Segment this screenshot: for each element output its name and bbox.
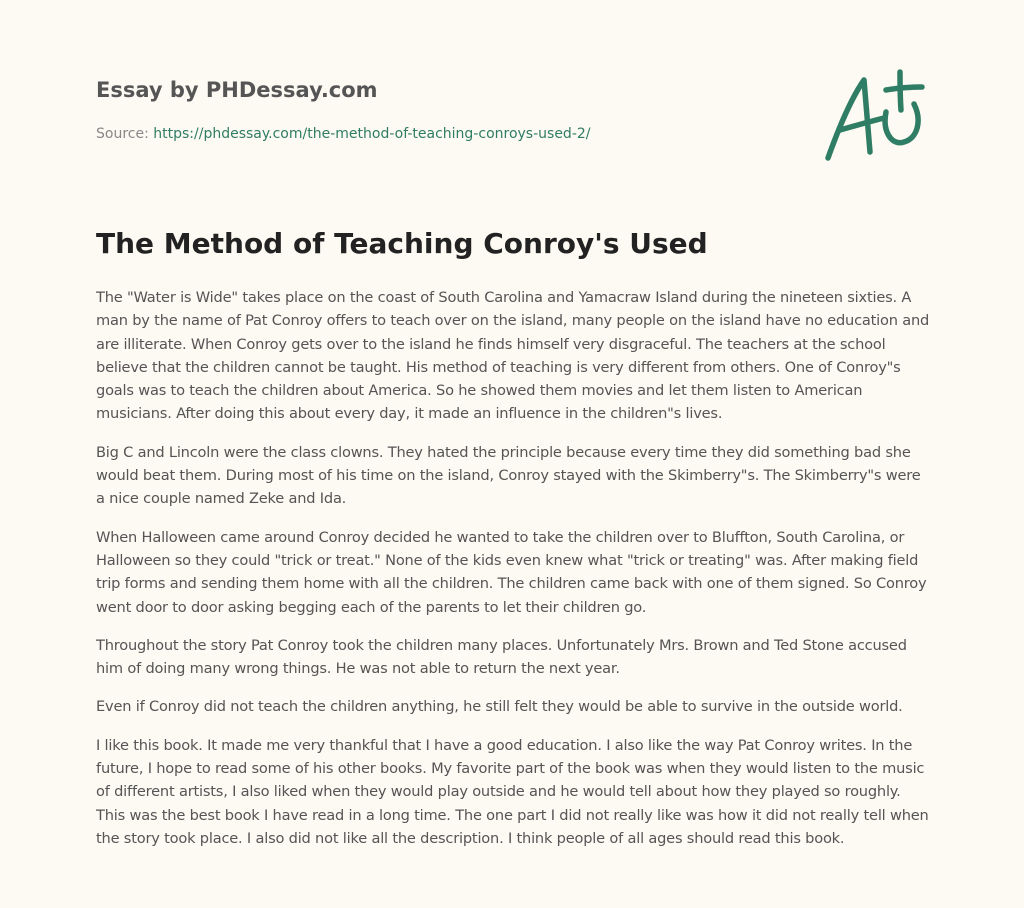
source-label: Source: bbox=[96, 126, 154, 142]
source-line bbox=[96, 124, 796, 144]
essay-paragraph: When Halloween came around Conroy decided he wanted to take the children over to Bluffton, South Carolina, or Halloween so they could "trick or treat." None of the kids even knew what "trick or treating" was. After making field trip forms and sending them home with all the children. The children came back with one of them signed. So Conroy went door to door asking begging each of the parents to let their children go. bbox=[96, 528, 927, 616]
essay-paragraph: Even if Conroy did not teach the children anything, he still felt they would be able to survive in the outside world. bbox=[96, 698, 903, 716]
a-plus-grade-icon bbox=[822, 68, 930, 164]
brand-title: Essay by PHDessay.com bbox=[96, 78, 378, 102]
essay-body bbox=[96, 286, 931, 865]
page-header bbox=[96, 76, 796, 144]
source-link[interactable]: https://phdessay.com/the-method-of-teaching-conroys-used-2/ bbox=[153, 126, 591, 142]
essay-paragraph: I like this book. It made me very thankful that I have a good education. I also like the way Pat Conroy writes. In the future, I hope to read some of his other books. My favorite part of the book was when they would listen to the music of different artists, I also liked when they would play outside and he would tell about how they played so roughly. This was the best book I have read in a long time. The one part I did not really like was how it did not really tell when the story took place. I also did not like all the description. I think people of all ages should read this book. bbox=[96, 736, 929, 847]
essay-paragraph: Big C and Lincoln were the class clowns. They hated the principle because every time they did something bad she would beat them. During most of his time on the island, Conroy stayed with the Skimberry"s. The Skimberry"s were a nice couple named Zeke and Ida. bbox=[96, 443, 921, 508]
essay-title: The Method of Teaching Conroy's Used bbox=[96, 227, 708, 260]
essay-paragraph: The "Water is Wide" takes place on the coast of South Carolina and Yamacraw Island during the nineteen sixties. A man by the name of Pat Conroy offers to teach over on the island, many people on the island have no education and are illiterate. When Conroy gets over to the island he finds himself very disgraceful. The teachers at the school believe that the children cannot be taught. His method of teaching is very different from others. One of Conroy"s goals was to teach the children about America. So he showed them movies and let them listen to American musicians. After doing this about every day, it made an influence in the children"s lives. bbox=[96, 289, 930, 423]
essay-paragraph: Throughout the story Pat Conroy took the children many places. Unfortunately Mrs. Brown and Ted Stone accused him of doing many wrong things. He was not able to return the next year. bbox=[96, 636, 907, 678]
